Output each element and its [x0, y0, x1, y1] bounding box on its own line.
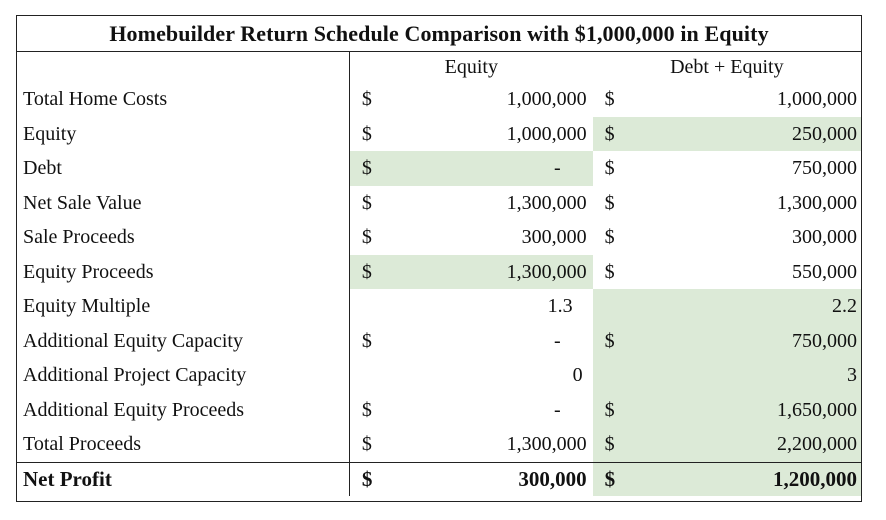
debt-equity-value: 1,300,000 [777, 191, 857, 214]
row-label: Sale Proceeds [23, 226, 135, 248]
table-row [17, 427, 861, 462]
net-profit-row [17, 462, 861, 496]
debt-equity-dollar-sign [593, 358, 621, 393]
equity-dollar-sign: $ [349, 82, 377, 117]
debt-equity-dollar-sign: $ [604, 260, 615, 283]
table-row [17, 289, 861, 324]
row-label: Equity Proceeds [23, 260, 154, 283]
debt-equity-dollar-sign [593, 289, 621, 324]
equity-value: - [554, 398, 561, 421]
debt-equity-dollar-sign: $ [593, 393, 621, 428]
debt-equity-value: 300,000 [792, 226, 857, 248]
table-row [17, 186, 861, 221]
row-label: Total Proceeds [23, 433, 142, 455]
equity-value: 1,300,000 [506, 191, 587, 214]
equity-value: 300,000 [521, 226, 587, 248]
debt-equity-dollar-sign: $ [604, 157, 615, 179]
equity-value: 300,000 [377, 462, 592, 496]
debt-equity-value: 250,000 [621, 117, 861, 152]
equity-value: 1.3 [547, 295, 573, 317]
debt-equity-value: 1,200,000 [621, 462, 861, 496]
equity-value: 1,000,000 [506, 122, 587, 145]
equity-column-header: Equity [349, 52, 592, 82]
row-label: Net Sale Value [23, 191, 142, 214]
row-label: Additional Project Capacity [23, 364, 247, 386]
debt-equity-dollar-sign: $ [593, 117, 621, 152]
equity-value: - [554, 329, 561, 352]
equity-dollar-sign: $ [349, 427, 377, 462]
debt-equity-value: 1,000,000 [777, 88, 857, 110]
return-schedule-table [16, 15, 862, 502]
table-row [17, 151, 861, 186]
equity-dollar-sign: $ [349, 462, 377, 496]
equity-dollar-sign [349, 289, 377, 324]
table-row [17, 82, 861, 117]
equity-value: - [377, 151, 592, 186]
debt-equity-dollar-sign: $ [604, 191, 615, 214]
debt-equity-dollar-sign: $ [593, 324, 621, 359]
equity-dollar-sign: $ [349, 151, 377, 186]
debt-equity-value: 2.2 [621, 289, 861, 324]
debt-equity-value: 550,000 [792, 260, 857, 283]
row-label: Net Profit [17, 462, 349, 496]
equity-dollar-sign: $ [349, 186, 377, 221]
debt-equity-dollar-sign: $ [593, 462, 621, 496]
table-row [17, 393, 861, 428]
debt-equity-dollar-sign: $ [593, 427, 621, 462]
row-label: Total Home Costs [23, 88, 168, 110]
equity-value: 1,000,000 [506, 88, 587, 110]
equity-value: 0 [572, 364, 583, 386]
row-label: Debt [23, 157, 62, 179]
equity-dollar-sign: $ [349, 117, 377, 152]
table-row [17, 117, 861, 152]
table-row [17, 358, 861, 393]
equity-value: 1,300,000 [506, 433, 587, 455]
table-row [17, 255, 861, 290]
debt-equity-value: 750,000 [792, 157, 857, 179]
debt-equity-value: 1,650,000 [621, 393, 861, 428]
debt-equity-dollar-sign: $ [604, 88, 615, 110]
label-header [17, 52, 349, 82]
debt-equity-column-header: Debt + Equity [670, 56, 784, 78]
equity-dollar-sign [349, 358, 377, 393]
debt-equity-value: 2,200,000 [621, 427, 861, 462]
row-label: Additional Equity Proceeds [23, 398, 245, 421]
header-row [17, 52, 861, 82]
row-label: Equity Multiple [23, 295, 151, 317]
equity-dollar-sign: $ [349, 255, 377, 290]
equity-dollar-sign: $ [349, 324, 377, 359]
equity-value: 1,300,000 [377, 255, 592, 290]
debt-equity-value: 3 [621, 358, 861, 393]
debt-equity-value: 750,000 [621, 324, 861, 359]
debt-equity-dollar-sign: $ [604, 226, 615, 248]
row-label: Additional Equity Capacity [23, 329, 243, 352]
equity-dollar-sign: $ [349, 393, 377, 428]
equity-dollar-sign: $ [349, 220, 377, 255]
table-row [17, 324, 861, 359]
row-label: Equity [23, 122, 77, 145]
table-row [17, 220, 861, 255]
table-title: Homebuilder Return Schedule Comparison with $1,000,000 in Equity [17, 16, 861, 52]
schedule-grid [17, 52, 861, 496]
